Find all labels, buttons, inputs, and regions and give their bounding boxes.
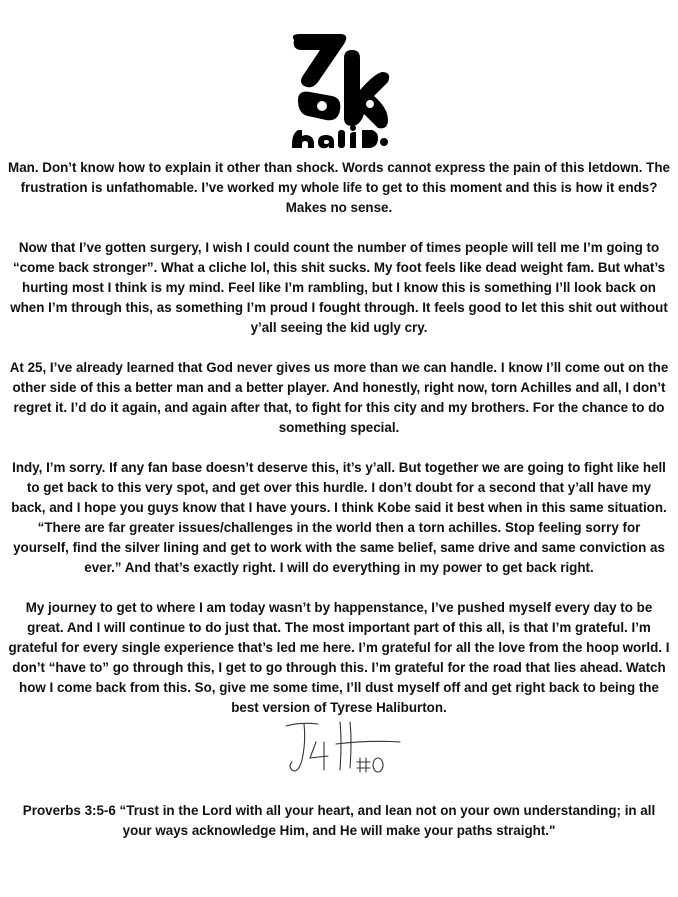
haliburton-logo — [284, 30, 396, 150]
signature-image — [280, 712, 410, 782]
letter-body — [8, 158, 670, 738]
bible-verse: Proverbs 3:5-6 “Trust in the Lord with all your heart, and lean not on your own understanding; in all your ways acknowledge Him, and He will make your paths straight." — [22, 803, 656, 838]
letter-paragraph: My journey to get to where I am today wasn’t by happenstance, I’ve pushed myself every day to be great. And I will continue to do just that. The most important part of this all, is that I’m grateful. I’m grateful for every single experience that’s led me here. I’m grateful for all the love from the hoop world. I don’t “have to” go through this, I get to go through this. I’m grateful for the road that lies ahead. Watch how I come back from this. So, give me some time, I’ll dust myself off and get right back to being the best version of Tyrese Haliburton. — [8, 600, 670, 715]
letter-paragraph: Now that I’ve gotten surgery, I wish I could count the number of times people will tell me I’m going to “come back stronger”. What a cliche lol, this shit sucks. My foot feels like dead weight fam. But what’s hurting most I think is my mind. Feel like I’m rambling, but I know this is something I’ll look back on when I’m through this, as something I’m proud I fought through. It feels good to let this shit out without y’all seeing the kid ugly cry. — [10, 240, 668, 335]
haliburton-logo-icon — [284, 30, 396, 150]
letter-paragraph: At 25, I’ve already learned that God never gives us more than we can handle. I know I’ll come out on the other side of this a better man and a better player. And honestly, right now, torn Achilles and all, I don’t regret it. I’d do it again, and again after that, to fight for this city and my brothers. For the chance to do something special. — [9, 360, 669, 435]
letter-paragraph: Man. Don’t know how to explain it other than shock. Words cannot express the pain of this letdown. The frustration is unfathomable. I’ve worked my whole life to get to this moment and this is how it ends? Makes no sense. — [8, 160, 670, 215]
letter-paragraph: Indy, I’m sorry. If any fan base doesn’t deserve this, it’s y’all. But together we are going to fight like hell to get back to this very spot, and get over this hurdle. I don’t doubt for a second that y’all have my back, and I hope you guys know that I have yours. I think Kobe said it best when in this same situation. “There are far greater issues/challenges in the world then a torn achilles. Stop feeling sorry for yourself, find the silver lining and get to work with the same belief, same drive and same conviction as ever.” And that’s exactly right. I will do everything in my power to get back right. — [11, 460, 667, 575]
signature — [280, 712, 410, 782]
